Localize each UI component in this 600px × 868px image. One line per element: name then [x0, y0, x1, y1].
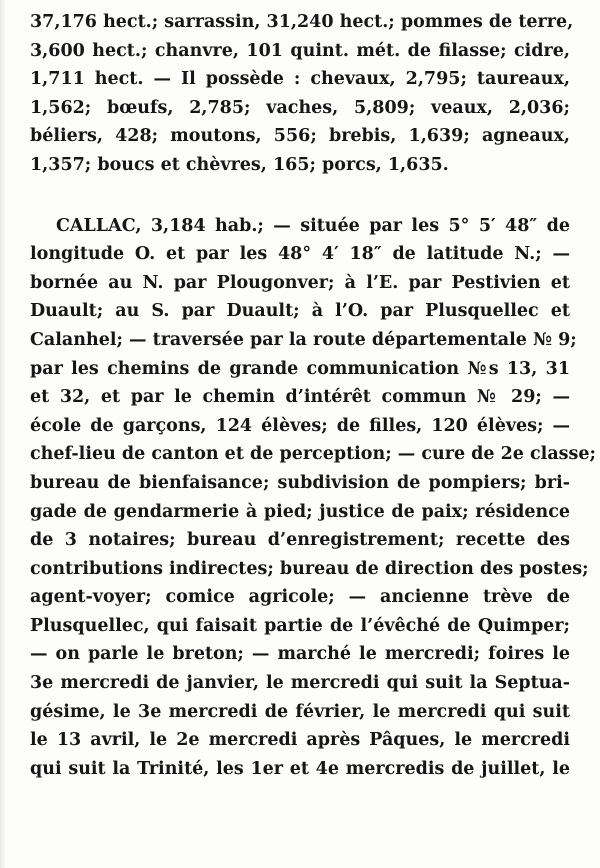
text-line: contributions indirectes; bureau de direction des postes;	[30, 558, 589, 579]
text-line: béliers, 428; moutons, 556; brebis, 1,639; agneaux,	[30, 126, 570, 147]
paragraph-callac	[30, 212, 596, 784]
text-line: 3,600 hect.; chanvre, 101 quint. mét. de filasse; cidre,	[30, 40, 570, 61]
text-line: — on parle le breton; — marché le mercredi; foires le	[30, 644, 570, 665]
text-line: Plusquellec, qui faisait partie de l’évêché de Quimper;	[30, 615, 570, 636]
text-line: CALLAC, 3,184 hab.; — située par les 5° 5′ 48″ de	[56, 215, 570, 236]
text-line: longitude O. et par les 48° 4′ 18″ de latitude N.; —	[30, 244, 570, 265]
text-line: par les chemins de grande communication №s 13, 31	[30, 358, 570, 379]
text-line: le 13 avril, le 2e mercredi après Pâques, le mercredi	[30, 730, 570, 751]
text-line: Duault; au S. par Duault; à l’O. par Plusquellec et	[30, 301, 570, 322]
paragraph-gap	[30, 180, 570, 212]
text-line: de 3 notaires; bureau d’enregistrement; recette des	[30, 530, 570, 551]
text-line: 1,357; boucs et chèvres, 165; porcs, 1,635.	[30, 154, 449, 175]
text-line: chef-lieu de canton et de perception; — cure de 2e classe;	[30, 444, 596, 465]
text-line: 3e mercredi de janvier, le mercredi qui suit la Septua-	[30, 673, 570, 694]
paragraph-agriculture-stats	[30, 8, 574, 180]
text-line: gésime, le 3e mercredi de février, le mercredi qui suit	[30, 701, 570, 722]
text-line: Calanhel; — traversée par la route départementale № 9;	[30, 329, 577, 350]
text-line: agent-voyer; comice agricole; — ancienne trève de	[30, 587, 570, 608]
text-line: 37,176 hect.; sarrassin, 31,240 hect.; pommes de terre,	[30, 12, 574, 32]
text-line: et 32, et par le chemin d’intérêt commun № 29; —	[30, 387, 570, 408]
text-line: 1,711 hect. — Il possède : chevaux, 2,795; taureaux,	[30, 69, 570, 90]
page-text	[30, 8, 596, 783]
text-line: gade de gendarmerie à pied; justice de paix; résidence	[30, 501, 570, 522]
text-line: 1,562; bœufs, 2,785; vaches, 5,809; veaux, 2,036;	[30, 97, 570, 118]
text-line: bureau de bienfaisance; subdivision de pompiers; bri-	[30, 472, 570, 493]
text-line: école de garçons, 124 élèves; de filles, 120 élèves; —	[30, 415, 570, 436]
text-line: bornée au N. par Plougonver; à l’E. par Pestivien et	[30, 272, 570, 293]
scan-edge-shadow	[0, 0, 6, 868]
text-line: qui suit la Trinité, les 1er et 4e mercredis de juillet, le	[30, 758, 570, 779]
